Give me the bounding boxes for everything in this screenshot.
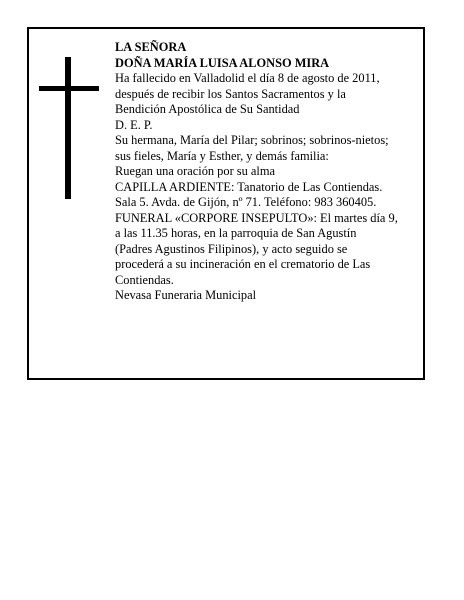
notice-line: Ruegan una oración por su alma	[115, 164, 275, 178]
notice-line: procederá a su incineración en el crematorio de Las	[115, 257, 371, 271]
notice-line: sus fieles, María y Esther, y demás familia:	[115, 148, 329, 163]
notice-line: Su hermana, María del Pilar; sobrinos; sobrinos-nietos;	[115, 133, 389, 147]
notice-line: FUNERAL «CORPORE INSEPULTO»: El martes día 9,	[115, 210, 398, 225]
notice-line: a las 11.35 horas, en la parroquia de San Agustín	[115, 226, 357, 240]
notice-text	[115, 40, 435, 304]
notice-line: Nevasa Funeraria Municipal	[115, 288, 257, 302]
notice-line: después de recibir los Santos Sacramentos y la	[115, 86, 346, 101]
cross-horizontal-bar	[39, 86, 99, 91]
obituary-notice	[27, 27, 425, 380]
notice-line: Contiendas.	[115, 272, 174, 287]
deceased-name: DOÑA MARÍA LUISA ALONSO MIRA	[115, 55, 330, 70]
notice-line: CAPILLA ARDIENTE: Tanatorio de Las Contiendas.	[115, 179, 383, 194]
notice-heading: LA SEÑORA	[115, 40, 187, 54]
cross-icon	[39, 57, 99, 199]
notice-line: Ha fallecido en Valladolid el día 8 de agosto de 2011,	[115, 71, 380, 85]
notice-line: (Padres Agustinos Filipinos), y acto seguido se	[115, 241, 348, 256]
notice-line: D. E. P.	[115, 117, 153, 132]
notice-line: Sala 5. Avda. de Gijón, nº 71. Teléfono: 983 360405.	[115, 195, 377, 209]
notice-line: Bendición Apostólica de Su Santidad	[115, 102, 300, 116]
cross-vertical-bar	[65, 57, 71, 199]
